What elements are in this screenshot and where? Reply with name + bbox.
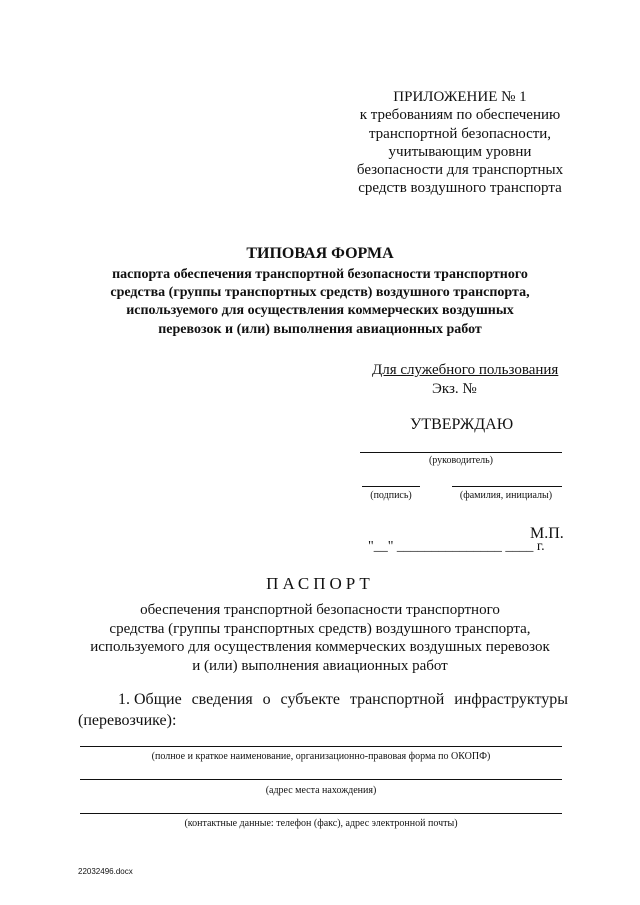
section-1-word: 1. Общие bbox=[118, 691, 182, 708]
section-1-word: инфраструктуры bbox=[454, 691, 568, 708]
appendix-line: к требованиям по обеспечению bbox=[359, 107, 561, 124]
form-title: ТИПОВАЯ ФОРМА bbox=[246, 245, 394, 262]
appendix-title: ПРИЛОЖЕНИЕ № 1 bbox=[393, 89, 527, 105]
section-1-second-line: (перевозчике): bbox=[78, 712, 177, 729]
document-filename: 22032496.docx bbox=[78, 867, 133, 876]
appendix-header bbox=[300, 88, 620, 198]
name-line[interactable] bbox=[452, 486, 562, 487]
form-subtitle-line: паспорта обеспечения транспортной безопасности транспортного bbox=[112, 267, 528, 282]
stamp-placeholder: М.П. bbox=[530, 525, 564, 542]
name-caption: (фамилия, инициалы) bbox=[459, 490, 553, 501]
form-subtitle bbox=[40, 266, 600, 339]
address-line[interactable] bbox=[80, 779, 562, 780]
passport-subtitle-line: и (или) выполнения авиационных работ bbox=[192, 657, 448, 674]
appendix-line: транспортной безопасности, bbox=[368, 125, 552, 142]
form-subtitle-line: перевозок и (или) выполнения авиационных работ bbox=[158, 321, 482, 337]
org-name-caption: (полное и краткое наименование, организационно-правовая форма по ОКОПФ) bbox=[151, 751, 491, 762]
appendix-line: средств воздушного транспорта bbox=[358, 180, 562, 197]
address-caption: (адрес места нахождения) bbox=[265, 785, 377, 796]
section-1-word: сведения bbox=[191, 691, 253, 708]
signature-caption: (подпись) bbox=[370, 490, 412, 501]
official-use-label: Для служебного пользования bbox=[372, 362, 559, 378]
copy-number-label: Экз. № bbox=[432, 381, 477, 397]
org-name-line[interactable] bbox=[80, 746, 562, 747]
head-caption: (руководитель) bbox=[428, 455, 494, 466]
contacts-line[interactable] bbox=[80, 813, 562, 814]
passport-title: ПАСПОРТ bbox=[266, 574, 374, 593]
passport-subtitle-line: обеспечения транспортной безопасности транспортного bbox=[140, 602, 500, 618]
section-1-first-line bbox=[78, 689, 568, 710]
approve-label: УТВЕРЖДАЮ bbox=[410, 416, 514, 433]
section-1-heading bbox=[78, 689, 568, 731]
passport-subtitle bbox=[40, 601, 600, 675]
appendix-line: безопасности для транспортных bbox=[356, 162, 564, 179]
passport-subtitle-line: средства (группы транспортных средств) воздушного транспорта, bbox=[109, 620, 531, 637]
date-field[interactable]: "__" _______________ ____ г. bbox=[368, 539, 545, 554]
appendix-line: учитывающим уровни bbox=[388, 143, 532, 160]
passport-subtitle-line: используемого для осуществления коммерческих воздушных перевозок bbox=[90, 639, 550, 655]
head-signature-line[interactable] bbox=[360, 452, 562, 453]
signature-line[interactable] bbox=[362, 486, 420, 487]
section-1-word: субъекте bbox=[280, 691, 340, 708]
form-subtitle-line: используемого для осуществления коммерческих воздушных bbox=[126, 303, 514, 319]
section-1-word: транспортной bbox=[349, 691, 445, 708]
form-subtitle-line: средства (группы транспортных средств) воздушного транспорта, bbox=[110, 285, 530, 301]
section-1-word: о bbox=[262, 691, 271, 708]
contacts-caption: (контактные данные: телефон (факс), адрес электронной почты) bbox=[184, 818, 458, 829]
